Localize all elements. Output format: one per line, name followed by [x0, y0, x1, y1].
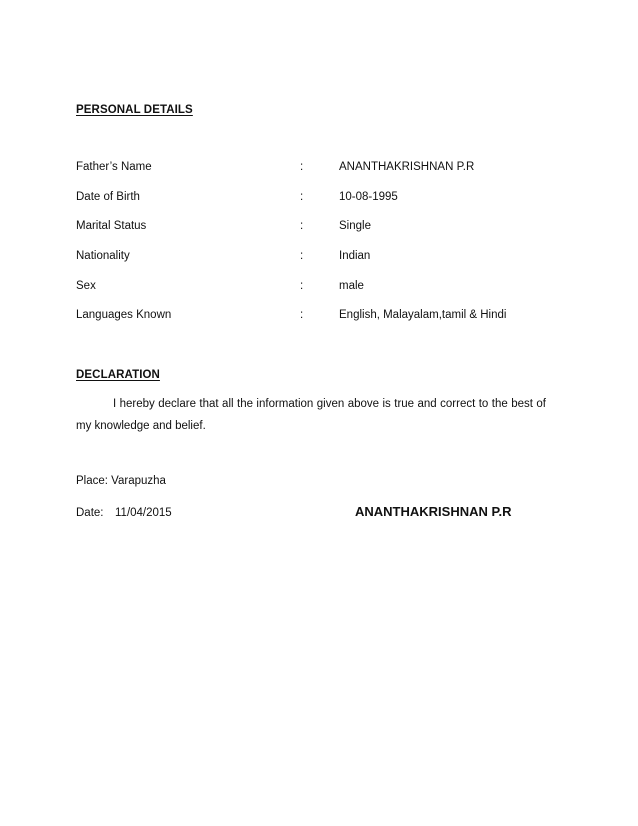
date-label: Date:	[76, 507, 104, 519]
languages-known-label: Languages Known	[76, 309, 172, 321]
date-value: 11/04/2015	[115, 507, 172, 519]
signature-name: ANANTHAKRISHNAN P.R	[355, 504, 512, 519]
languages-known-value: English, Malayalam,tamil & Hindi	[339, 309, 507, 321]
row-colon: :	[300, 191, 304, 203]
fathers-name-label: Father’s Name	[76, 161, 152, 173]
row-colon: :	[300, 220, 304, 232]
declaration-heading: DECLARATION	[76, 369, 160, 381]
sex-label: Sex	[76, 280, 96, 292]
row-colon: :	[300, 161, 304, 173]
marital-status-label: Marital Status	[76, 220, 147, 232]
date-of-birth-value: 10-08-1995	[339, 191, 398, 203]
declaration-text: I hereby declare that all the information given above is true and correct to the best of my knowledge and belief.	[76, 398, 546, 432]
nationality-label: Nationality	[76, 250, 130, 262]
place-line: Place: Varapuzha	[76, 475, 166, 487]
nationality-value: Indian	[339, 250, 371, 262]
sex-value: male	[339, 280, 364, 292]
row-colon: :	[300, 280, 304, 292]
marital-status-value: Single	[339, 220, 371, 232]
row-colon: :	[300, 250, 304, 262]
row-colon: :	[300, 309, 304, 321]
personal-details-heading: PERSONAL DETAILS	[76, 104, 193, 116]
date-of-birth-label: Date of Birth	[76, 191, 140, 203]
fathers-name-value: ANANTHAKRISHNAN P.R	[339, 161, 475, 173]
